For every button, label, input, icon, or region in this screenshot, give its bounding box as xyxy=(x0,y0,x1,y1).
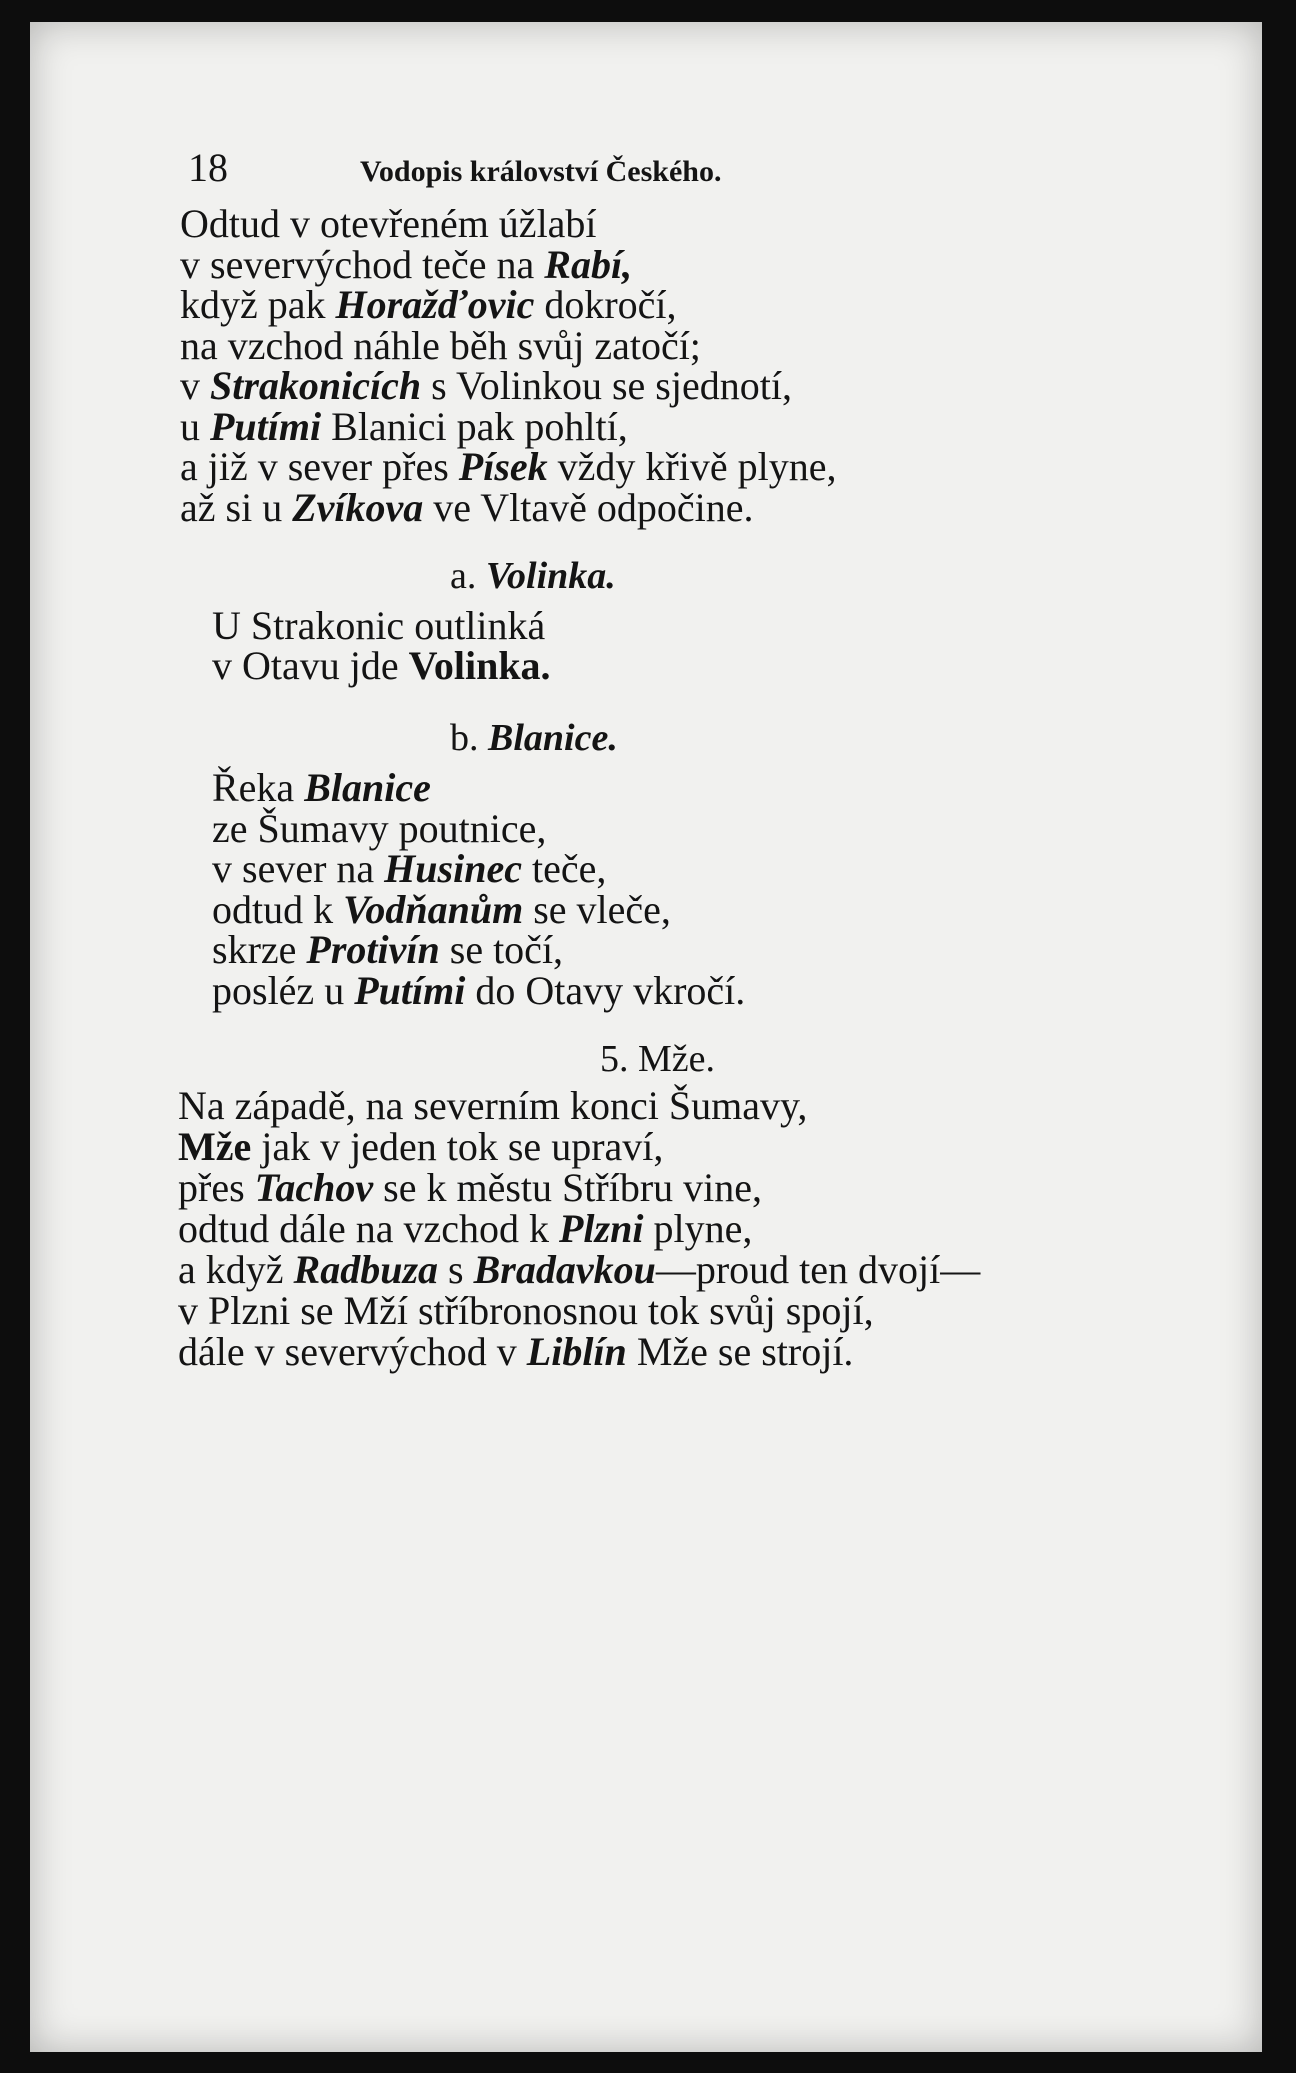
line-text: v severvýchod teče na xyxy=(180,241,545,287)
line-text: Blanici pak pohltí, xyxy=(321,403,628,449)
line-text: v Otavu jde xyxy=(212,643,409,688)
emphasized-name: Mže xyxy=(178,1124,252,1169)
line-text: U Strakonic outlinká xyxy=(212,603,546,648)
line-text: teče, xyxy=(521,846,607,891)
line-text: Odtud v otevřeném úžlabí xyxy=(180,201,597,246)
emphasized-name: Putími xyxy=(354,967,466,1013)
line-text: odtud k xyxy=(212,886,344,932)
emphasized-name: Plzni xyxy=(559,1206,644,1251)
poem-line xyxy=(212,967,745,1015)
poem-line xyxy=(178,1328,853,1376)
line-text: skrze xyxy=(212,927,307,972)
emphasized-name: Písek xyxy=(458,444,548,489)
section-5-heading: 5. Mže. xyxy=(600,1038,716,1080)
line-text: v Plzni se Mží stříbronosnou tok svůj spojí, xyxy=(178,1288,874,1333)
line-text: v sever na xyxy=(212,846,385,891)
emphasized-name: Husinec xyxy=(384,846,522,891)
emphasized-name: Protivín xyxy=(306,927,440,972)
emphasized-name: Horažďovic xyxy=(335,282,535,327)
book-page xyxy=(30,22,1262,2052)
line-text: dokročí, xyxy=(534,282,677,327)
emphasized-name: Tachov xyxy=(254,1165,374,1210)
section-b-prefix: b. xyxy=(450,717,479,759)
emphasized-name: Strakonicích xyxy=(210,363,422,408)
page-number: 18 xyxy=(188,145,228,190)
line-text: odtud dále na vzchod k xyxy=(178,1206,559,1251)
poem-line xyxy=(180,484,754,532)
section-a-title: Volinka. xyxy=(485,555,616,597)
line-text: se točí, xyxy=(439,927,564,972)
emphasized-name: Zvíkova xyxy=(292,484,424,530)
line-text: jak v jeden tok se upraví, xyxy=(251,1124,664,1169)
line-text: se k městu Stříbru vine, xyxy=(373,1165,763,1210)
section-a-prefix: a. xyxy=(450,555,477,597)
emphasized-name: Radbuza xyxy=(293,1247,439,1292)
poem-line xyxy=(212,642,551,690)
emphasized-name: Vodňanům xyxy=(343,886,524,932)
line-text: ze Šumavy poutnice, xyxy=(212,805,547,851)
line-text: s xyxy=(438,1247,474,1292)
line-text: s Volinkou se sjednotí, xyxy=(421,363,792,408)
line-text: dále v severvýchod v xyxy=(178,1329,527,1374)
emphasized-name: Volinka. xyxy=(408,643,551,688)
line-text: u xyxy=(180,403,210,449)
line-text: a již v sever přes xyxy=(180,444,459,489)
line-text: ve Vltavě odpočine. xyxy=(423,484,754,530)
line-text: Mže se strojí. xyxy=(626,1329,854,1374)
section-b-heading xyxy=(450,714,618,762)
section-b-title: Blanice. xyxy=(488,717,618,759)
line-text: vždy křivě plyne, xyxy=(547,444,837,489)
line-text: Řeka xyxy=(212,765,305,810)
line-text: —proud ten dvojí— xyxy=(655,1247,981,1292)
emphasized-name: Blanice xyxy=(304,765,431,810)
line-text: přes xyxy=(178,1165,255,1210)
line-text: v xyxy=(180,363,210,408)
emphasized-name: Bradavkou xyxy=(473,1247,656,1292)
line-text: na vzchod náhle běh svůj zatočí; xyxy=(180,322,701,368)
line-text: až si u xyxy=(180,484,293,530)
line-text: posléz u xyxy=(212,967,355,1013)
line-text: Na západě, na severním konci Šumavy, xyxy=(178,1083,808,1128)
section-a-heading xyxy=(450,552,616,600)
emphasized-name: Liblín xyxy=(526,1329,627,1374)
emphasized-name: Rabí, xyxy=(544,241,633,287)
line-text: se vleče, xyxy=(523,886,671,932)
line-text: když pak xyxy=(180,282,336,327)
line-text: a když xyxy=(178,1247,294,1292)
emphasized-name: Putími xyxy=(210,403,322,449)
line-text: do Otavy vkročí. xyxy=(465,967,746,1013)
line-text: plyne, xyxy=(643,1206,753,1251)
running-title: Vodopis království Českého. xyxy=(360,155,722,188)
